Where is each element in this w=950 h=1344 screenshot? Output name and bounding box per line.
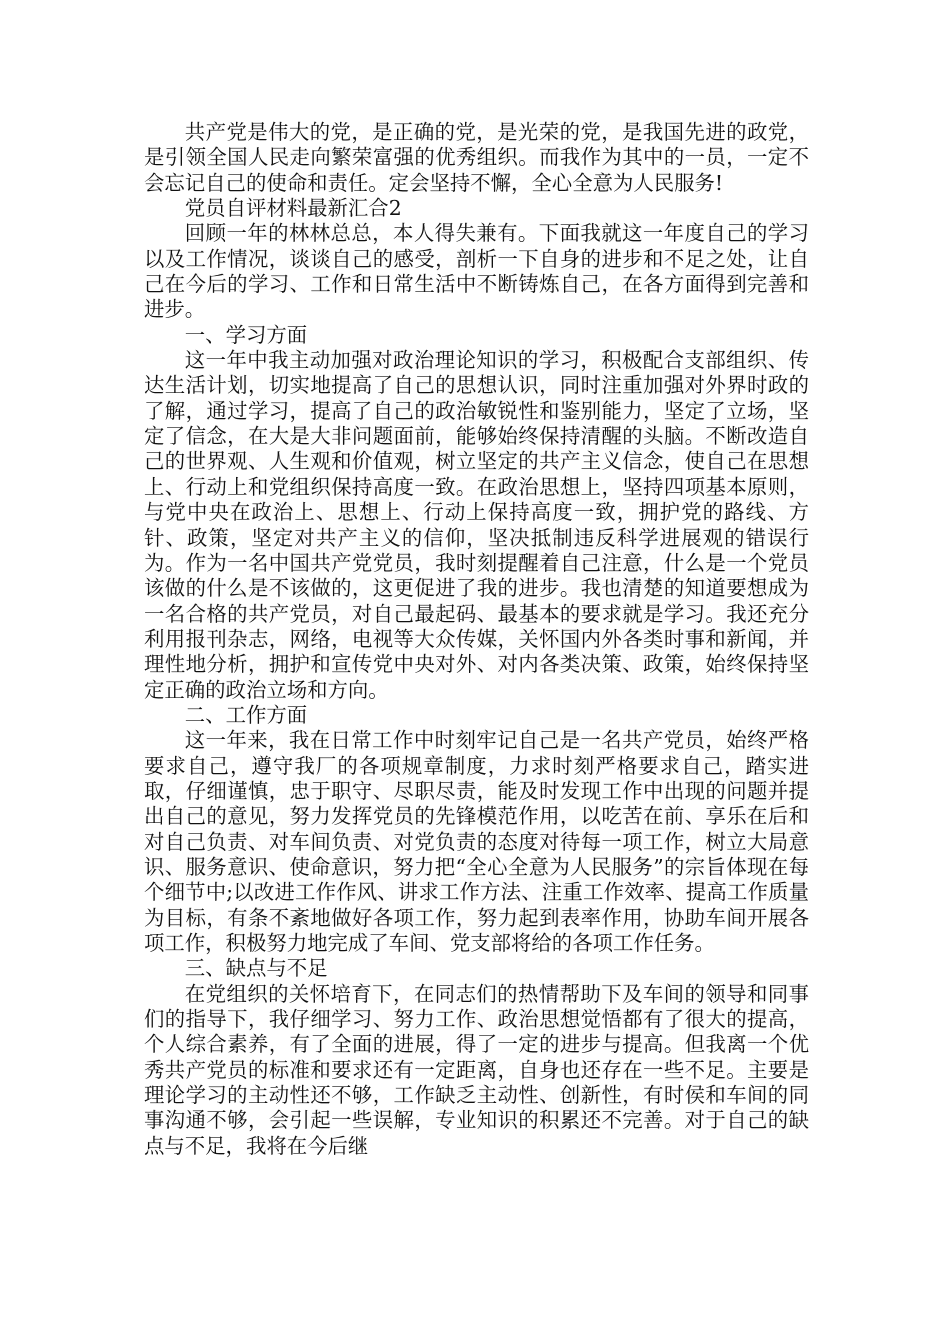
section-heading-work: 二、工作方面 — [184, 702, 308, 727]
document-body — [144, 120, 809, 1159]
paragraph-review: 回顾一年的林林总总，本人得失兼有。下面我就这一年度自己的学习以及工作情况，谈谈自己的感受，剖析一下自身的进步和不足之处，让自己在今后的学习、工作和日常生活中不断铸炼自己，在各方面得到完善和进步。 — [144, 221, 809, 322]
paragraph-study: 这一年中我主动加强对政治理论知识的学习，积极配合支部组织、传达生活计划，切实地提高了自己的思想认识，同时注重加强对外界时政的了解，通过学习，提高了自己的政治敏锐性和鉴别能力，坚定了立场，坚定了信念，在大是大非问题面前，能够始终保持清醒的头脑。不断改造自己的世界观、人生观和价值观，树立坚定的共产主义信念，使自己在思想上、行动上和党组织保持高度一致。在政治思想上，坚持四项基本原则，与党中央在政治上、思想上、行动上保持高度一致，拥护党的路线、方针、政策，坚定对共产主义的信仰，坚决抵制违反科学进展观的错误行为。作为一名中国共产党党员，我时刻提醒着自己注意，什么是一个党员该做的什么是不该做的，这更促进了我的进步。我也清楚的知道要想成为一名合格的共产党员，对自己最起码、最基本的要求就是学习。我还充分利用报刊杂志，网络，电视等大众传媒，关怀国内外各类时事和新闻，并理性地分析，拥护和宣传党中央对外、对内各类决策、政策，始终保持坚定正确的政治立场和方向。 — [144, 348, 809, 702]
document-subtitle: 党员自评材料最新汇合2 — [184, 196, 402, 221]
paragraph-work: 这一年来，我在日常工作中时刻牢记自己是一名共产党员，始终严格要求自己，遵守我厂的各项规章制度，力求时刻严格要求自己，踏实进取，仔细谨慎，忠于职守、尽职尽责，能及时发现工作中出现的问题并提出自己的意见，努力发挥党员的先锋模范作用，以吃苦在前、享乐在后和对自己负责、对车间负责、对党负责的态度对待每一项工作，树立大局意识、服务意识、使命意识，努力把“全心全意为人民服务”的宗旨体现在每个细节中;以改进工作作风、讲求工作方法、注重工作效率、提高工作质量为目标，有条不紊地做好各项工作，努力起到表率作用，协助车间开展各项工作，积极努力地完成了车间、党支部将给的各项工作任务。 — [144, 728, 809, 955]
paragraph-shortcomings: 在党组织的关怀培育下，在同志们的热情帮助下及车间的领导和同事们的指导下，我仔细学习、努力工作、政治思想觉悟都有了很大的提高，个人综合素养，有了全面的进展，得了一定的进步与提高。但我离一个优秀共产党员的标准和要求还有一定距离，自身也还存在一些不足。主要是理论学习的主动性还不够，工作缺乏主动性、创新性，有时侯和车间的同事沟通不够，会引起一些误解，专业知识的积累还不完善。对于自己的缺点与不足，我将在今后继 — [144, 981, 809, 1158]
section-heading-shortcomings: 三、缺点与不足 — [184, 956, 328, 981]
section-heading-study: 一、学习方面 — [184, 322, 308, 347]
paragraph-intro: 共产党是伟大的党，是正确的党，是光荣的党，是我国先进的政党，是引领全国人民走向繁荣富强的优秀组织。而我作为其中的一员，一定不会忘记自己的使命和责任。定会坚持不懈，全心全意为人民服务! — [144, 120, 809, 195]
